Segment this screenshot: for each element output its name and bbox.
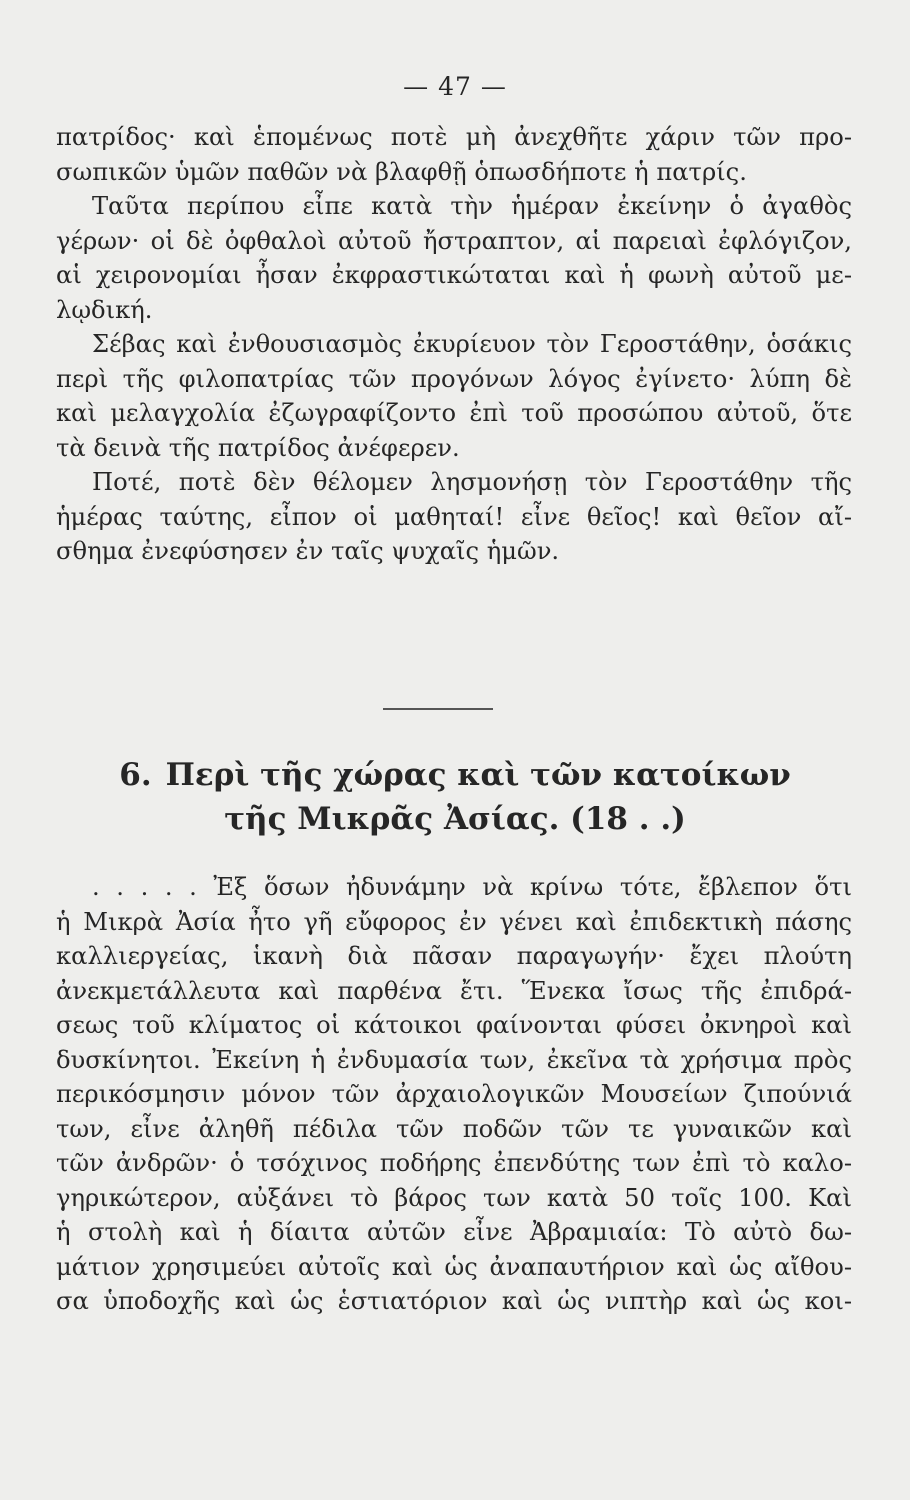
text-line: τὰ δεινὰ τῆς πατρίδος ἀνέφερεν. (56, 433, 460, 462)
section-title-line2: τῆς Μικρᾶς Ἀσίας. (18 . .) (224, 801, 686, 837)
text-line: πατρίδος· καὶ ἑπομένως ποτὲ μὴ ἀνεχθῆτε χάριν τῶν προ- (56, 123, 852, 151)
text-line: γηρικώτερον, αὐξάνει τὸ βάρος των κατὰ 50 τοῖς 100. Καὶ (56, 1183, 852, 1212)
text-line: μάτιον χρησιμεύει αὐτοῖς καὶ ὡς ἀναπαυτήριον καὶ ὡς αἴθου- (56, 1252, 852, 1281)
page-number: — 47 — (403, 72, 507, 101)
text-line: ἀνεκμετάλλευτα καὶ παρθένα ἔτι. Ἕνεκα ἴσως τῆς ἐπιδρά- (56, 976, 852, 1005)
text-line: αἱ χειρονομίαι ἦσαν ἐκφραστικώταται καὶ ἡ φωνὴ αὐτοῦ με- (56, 261, 852, 289)
section-title-line1: Περὶ τῆς χώρας καὶ τῶν κατοίκων (165, 757, 791, 793)
section-divider (383, 708, 493, 710)
body-text-bottom (56, 870, 852, 1319)
text-line: . . . . . Ἐξ ὅσων ἠδυνάμην νὰ κρίνω τότε, ἔβλεπον ὅτι (92, 873, 852, 901)
text-line: σεως τοῦ κλίματος οἱ κάτοικοι φαίνονται φύσει ὀκνηροὶ καὶ (56, 1011, 852, 1039)
text-line: σωπικῶν ὑμῶν παθῶν νὰ βλαφθῇ ὁπωσδήποτε ἡ πατρίς. (56, 157, 747, 186)
text-line: καλλιεργείας, ἱκανὴ διὰ πᾶσαν παραγωγήν· ἔχει πλούτη (56, 942, 852, 970)
text-line: γέρων· οἱ δὲ ὀφθαλοὶ αὐτοῦ ἤστραπτον, αἱ παρειαὶ ἐφλόγιζον, (56, 226, 852, 255)
text-line: τῶν ἀνδρῶν· ὁ τσόχινος ποδήρης ἐπενδύτης των ἐπὶ τὸ καλο- (56, 1149, 852, 1177)
text-line: σα ὑποδοχῆς καὶ ὡς ἑστιατόριον καὶ ὡς νιπτὴρ καὶ ὡς κοι- (56, 1287, 852, 1315)
text-line: λῳδική. (56, 295, 153, 324)
text-line: περὶ τῆς φιλοπατρίας τῶν προγόνων λόγος ἐγίνετο· λύπη δὲ (56, 364, 852, 393)
text-line: σθημα ἐνεφύσησεν ἐν ταῖς ψυχαῖς ἡμῶν. (56, 537, 560, 565)
text-line: περικόσμησιν μόνον τῶν ἀρχαιολογικῶν Μουσείων ζιπούνιά (56, 1080, 852, 1108)
text-line: Σέβας καὶ ἐνθουσιασμὸς ἐκυρίευον τὸν Γεροστάθην, ὁσάκις (92, 330, 852, 358)
section-heading-line1 (0, 756, 910, 794)
text-line: ἡ στολὴ καὶ ἡ δίαιτα αὐτῶν εἶνε Ἀβραμιαία: Τὸ αὐτὸ δω- (56, 1218, 852, 1246)
body-text-top (56, 120, 852, 569)
text-line: δυσκίνητοι. Ἐκείνη ἡ ἐνδυμασία των, ἐκεῖνα τὰ χρήσιμα πρὸς (56, 1045, 852, 1074)
text-line: Ταῦτα περίπου εἶπε κατὰ τὴν ἡμέραν ἐκείνην ὁ ἀγαθὸς (92, 192, 852, 220)
text-line: ἡμέρας ταύτης, εἶπον οἱ μαθηταί! εἶνε θεῖος! καὶ θεῖον αἴ- (56, 502, 852, 531)
section-number: 6. (119, 757, 152, 793)
text-line: καὶ μελαγχολία ἐζωγραφίζοντο ἐπὶ τοῦ προσώπου αὐτοῦ, ὅτε (56, 399, 852, 427)
text-line: των, εἶνε ἀληθῆ πέδιλα τῶν ποδῶν τῶν τε γυναικῶν καὶ (56, 1114, 852, 1143)
text-line: ἡ Μικρὰ Ἀσία ἦτο γῆ εὔφορος ἐν γένει καὶ ἐπιδεκτικὴ πάσης (56, 907, 852, 936)
text-line: Ποτέ, ποτὲ δὲν θέλομεν λησμονήσῃ τὸν Γεροστάθην τῆς (92, 468, 852, 496)
